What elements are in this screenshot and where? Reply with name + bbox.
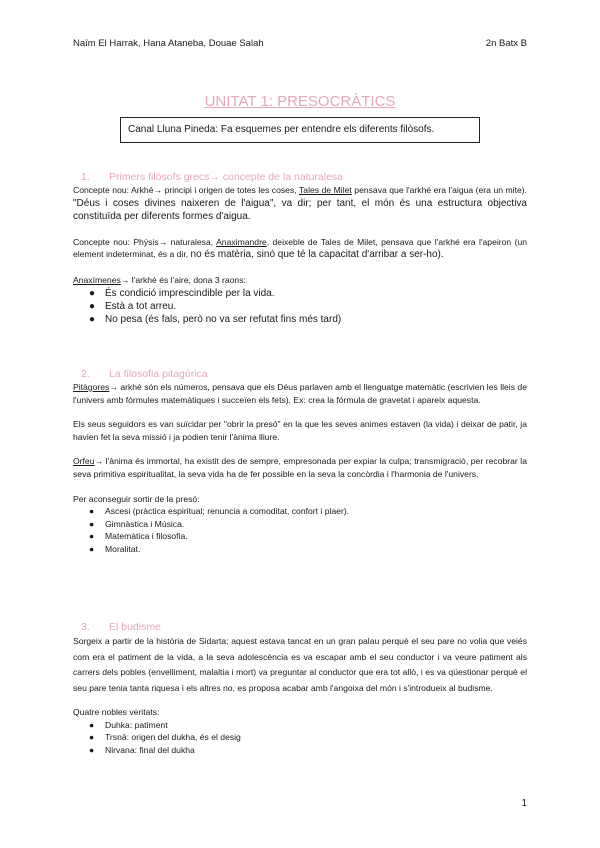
bullet-list <box>73 719 527 757</box>
page-header <box>73 38 527 49</box>
bullet-icon: ● <box>89 313 96 325</box>
section-number: 1. <box>81 171 90 183</box>
bullet-icon: ● <box>89 719 95 730</box>
bullet-icon: ● <box>89 506 95 517</box>
paragraph: Els seus seguidors es van suïcidar per "obrir la presó" en la que les seves animes estaven (la vida) i deixar de patir, ja havien fet la seva missió i ja podien tenir l'ànima lliure. <box>73 419 527 442</box>
bullet-list <box>73 505 527 555</box>
text: no és matèria, sinó que té la capacitat d'arribar a ser-ho). <box>190 249 444 261</box>
section-1-heading <box>73 170 527 184</box>
text: → l'ànima és immortal, ha existit des de sempre, empresonada per expiar la culpa; transmigració, per recobrar la seva primitiva espiritualitat, la seva vida ha de fer possible en la seva la concòrdia i l'harmonia de l'univers. <box>73 456 527 479</box>
section-2-heading <box>73 367 527 381</box>
bullet-icon: ● <box>89 543 95 554</box>
section-title: El budisme <box>109 621 161 633</box>
bullet-list <box>73 287 527 327</box>
section-3 <box>73 620 527 756</box>
bullet-icon: ● <box>89 531 95 542</box>
philosopher-name: Tales de Milet <box>299 185 352 195</box>
list-item: ● Ascesi (pràctica espiritual; renuncia a comoditat, confort i plaer). <box>89 506 350 517</box>
paragraph <box>73 381 527 406</box>
list-item: ● Matemàtica i filosofia. <box>89 531 188 542</box>
paragraph: Quatre nobles veritats: <box>73 707 160 717</box>
section-number: 3. <box>81 621 90 633</box>
page-title: UNITAT 1: PRESOCRÀTICS <box>204 93 396 110</box>
list-item: ● Duhka: patiment <box>89 719 168 730</box>
section-number: 2. <box>81 368 90 380</box>
section-title: La filosofia pitagòrica <box>109 368 208 380</box>
list-item: ● Moralitat. <box>89 543 141 554</box>
list-item: ● És condició imprescindible per la vida. <box>89 287 275 299</box>
paragraph <box>73 184 527 224</box>
text: Concepte nou: Arkhé→ principi i origen de totes les coses, <box>73 185 299 195</box>
text: pensava que l'arkhé era l'aigua (era un mite). <box>351 185 528 195</box>
authors: Naïm El Harrak, Hana Ataneba, Douae Salah <box>73 38 264 49</box>
list-item: ● Trsnä: origen del dukha, és el desig <box>89 732 241 743</box>
paragraph: Per aconseguir sortir de la presó: <box>73 493 200 504</box>
philosopher-name: Pitàgores <box>73 382 110 392</box>
section-1 <box>73 170 527 326</box>
bullet-icon: ● <box>89 287 96 299</box>
philosopher-name: Orfeu <box>73 456 95 467</box>
page-number: 1 <box>521 798 527 809</box>
bullet-icon: ● <box>89 732 95 743</box>
bullet-icon: ● <box>89 300 96 312</box>
text: → l'arkhé és l'aire, dona 3 raons: <box>120 274 246 285</box>
philosopher-name: Anaximandre <box>216 236 267 247</box>
note-box: Canal Lluna Pineda: Fa esquemes per entendre els diferents filòsofs. <box>120 117 480 143</box>
section-3-heading <box>73 620 527 634</box>
list-item: ● Està a tot arreu. <box>89 300 177 312</box>
philosopher-name: Anaxímenes <box>73 274 121 285</box>
bullet-icon: ● <box>89 518 95 529</box>
list-item: ● No pesa (és fals, però no va ser refutat fins més tard) <box>89 313 342 325</box>
bullet-icon: ● <box>89 744 95 755</box>
paragraph <box>73 236 527 262</box>
text: "Déus i coses divines naixeren de l'aigua", va dir; per tant, el món és una estructura objectiva constituïda per diferents formes d'aigua. <box>73 197 527 223</box>
text: → arkhé són els números, pensava que els Déus parlaven amb el llenguatge matemàtic (escrivien les lleis de l'univers amb fórmules matemàtiques i succeïen els fets). Ex: crea la fórmula de gravetat i apareix aquesta. <box>73 382 527 405</box>
text: Concepte nou: Phýsis→ naturalesa, <box>73 236 217 247</box>
list-item: ● Gimnàstica i Música. <box>89 518 185 529</box>
list-item: ● Nirvana: final del dukha <box>89 744 195 755</box>
section-title: Primers filòsofs grecs→ concepte de la naturalesa <box>109 171 344 183</box>
section-2 <box>73 367 527 556</box>
class-label: 2n Batx B <box>485 38 527 49</box>
paragraph: Sorgeix a partir de la història de Sidarta; aquest estava tancat en un gran palau perquè el seu pare no volia que veiés com era el patiment de la vida, a la seva adolescència es va escapar amb el seu conductor i va veure patiment als carrers dels pobles (envelliment, malaltia i mort) va preguntar al conductor que era tot allò, i es va qüestionar perquè el seu pare tenia tanta riquesa i els altres no, es proposa acabar amb l'angoixa del món i s'introdueix al budisme. <box>73 636 527 693</box>
paragraph <box>73 274 527 287</box>
text: , deixeble de Tales de Milet, pensava que l'arkhé era l'apeiron (un element indeterminat, és a dir, <box>73 236 528 260</box>
paragraph <box>73 455 527 480</box>
